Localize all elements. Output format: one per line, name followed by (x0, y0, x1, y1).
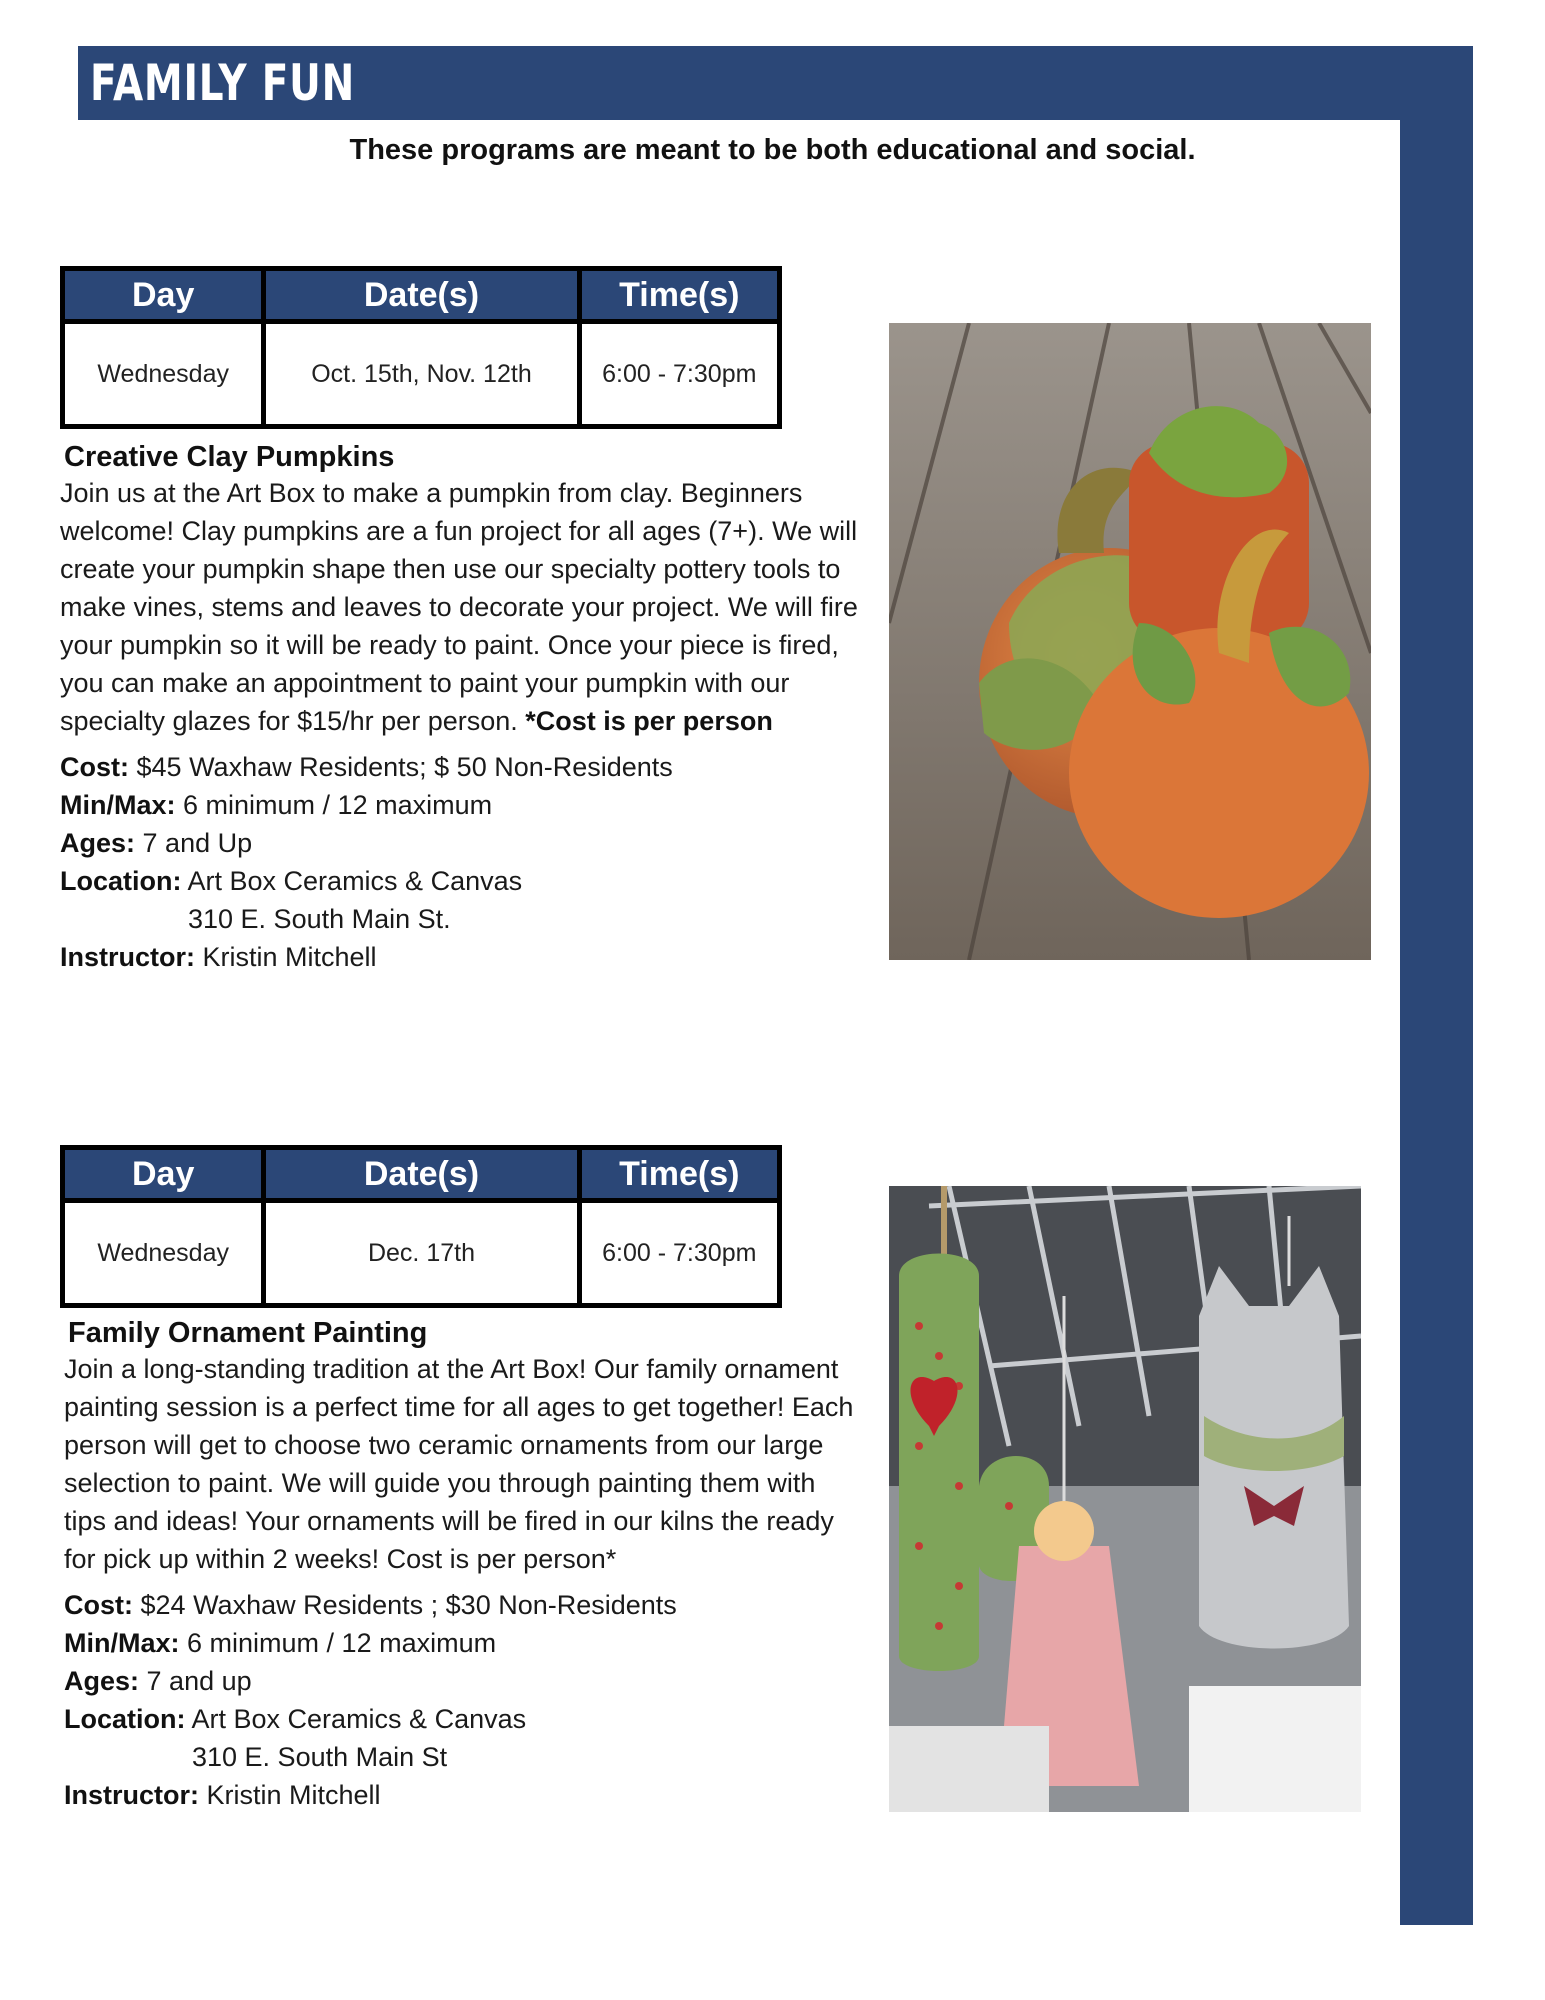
minmax-value: 6 minimum / 12 maximum (183, 790, 493, 820)
header-day: Day (63, 269, 264, 322)
program-details: Cost: $45 Waxhaw Residents; $ 50 Non-Residents Min/Max: 6 minimum / 12 maximum Ages: 7 and Up Location: Art Box Ceramics & Canvas 310 E. South Main St. Instructor: Kristin Mitchell (60, 748, 860, 976)
cost-value: $24 Waxhaw Residents ; $30 Non-Residents (140, 1590, 677, 1620)
cell-day: Wednesday (63, 1201, 264, 1306)
cost-value: $45 Waxhaw Residents; $ 50 Non-Residents (136, 752, 673, 782)
instructor-value: Kristin Mitchell (206, 1780, 381, 1810)
cost-note: *Cost is per person (525, 706, 773, 736)
instructor-value: Kristin Mitchell (202, 942, 377, 972)
ages-value: 7 and Up (142, 828, 253, 858)
minmax-value: 6 minimum / 12 maximum (187, 1628, 497, 1658)
cell-times: 6:00 - 7:30pm (579, 322, 779, 427)
cell-times: 6:00 - 7:30pm (579, 1201, 779, 1306)
header-day: Day (63, 1148, 264, 1201)
program-ornaments (64, 1316, 864, 1814)
schedule-table-pumpkins (60, 266, 782, 429)
header-times: Time(s) (579, 269, 779, 322)
program-pumpkins (60, 440, 860, 976)
ages-value: 7 and up (146, 1666, 252, 1696)
address-value: 310 E. South Main St. (188, 904, 451, 934)
pumpkins-photo (889, 323, 1371, 960)
schedule-table-ornaments (60, 1145, 782, 1308)
cell-day: Wednesday (63, 322, 264, 427)
side-accent-bar (1400, 120, 1473, 1925)
cell-dates: Dec. 17th (264, 1201, 579, 1306)
header-dates: Date(s) (264, 269, 579, 322)
page-title: FAMILY FUN (90, 54, 356, 112)
program-title: Creative Clay Pumpkins (64, 441, 395, 473)
cell-dates: Oct. 15th, Nov. 12th (264, 322, 579, 427)
program-description: Join us at the Art Box to make a pumpkin from clay. Beginners welcome! Clay pumpkins are a fun project for all ages (7+). We will create your pumpkin shape then use our specialty pottery tools to make vines, stems and leaves to decorate your project. We will fire your pumpkin so it will be ready to paint. Once your piece is fired, you can make an appointment to paint your pumpkin with our specialty glazes for $15/hr per person. *Cost is per person (60, 478, 858, 736)
program-details: Cost: $24 Waxhaw Residents ; $30 Non-Residents Min/Max: 6 minimum / 12 maximum Ages: 7 and up Location: Art Box Ceramics & Canvas 310 E. South Main St Instructor: Kristin Mitchell (64, 1586, 864, 1814)
address-value: 310 E. South Main St (192, 1742, 448, 1772)
location-value: Art Box Ceramics & Canvas (191, 1704, 527, 1734)
header-times: Time(s) (579, 1148, 779, 1201)
header-dates: Date(s) (264, 1148, 579, 1201)
program-title: Family Ornament Painting (68, 1317, 428, 1349)
location-value: Art Box Ceramics & Canvas (187, 866, 523, 896)
program-description: Join a long-standing tradition at the Art Box! Our family ornament painting session is a perfect time for all ages to get together! Each person will get to choose two ceramic ornaments from our large selection to paint. We will guide you through painting them with tips and ideas! Your ornaments will be fired in our kilns the ready for pick up within 2 weeks! Cost is per person* (64, 1354, 854, 1574)
page-subtitle: These programs are meant to be both educational and social. (349, 134, 1196, 166)
ornaments-photo (889, 1186, 1361, 1812)
